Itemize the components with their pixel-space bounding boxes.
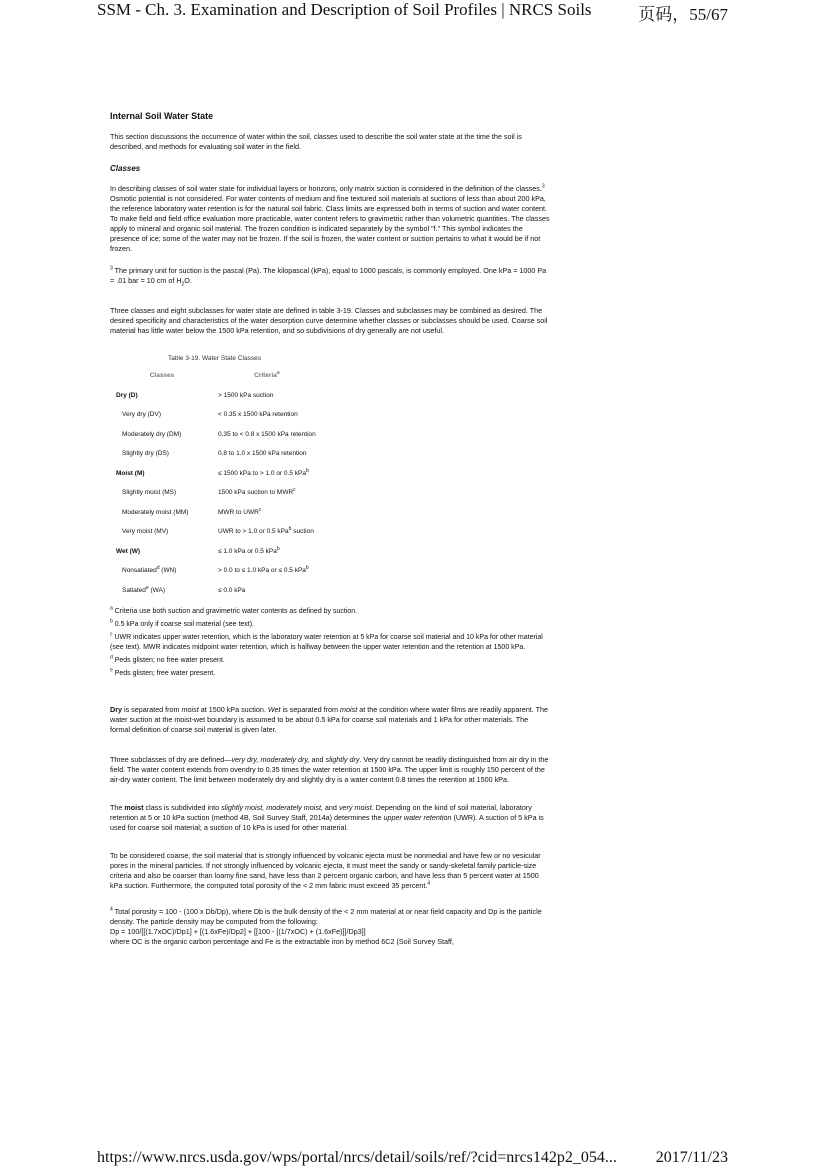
section-heading: Internal Soil Water State: [110, 111, 214, 121]
criteria-cell: 1500 kPa suction to MWR$^c$: [218, 487, 296, 497]
table-row: [110, 523, 320, 543]
table-footnote: $^b$ 0.5 kPa only if coarse soil material (see text).: [110, 618, 255, 628]
footnote-ref-4[interactable]: 4: [427, 880, 431, 887]
criteria-cell: < 0.35 x 1500 kPa retention: [218, 411, 298, 419]
document-body: [110, 110, 550, 959]
class-cell: Very dry (DV): [122, 411, 162, 419]
moist-paragraph: The moist class is subdivided into slightly moist, moderately moist, and very moist. Depending on the kind of soil material, laboratory retention at 5 or 10 kPa suction (method 4B, Soil Survey Staff, 2014a) determines the upper water retention (UWR). A suction of 5 kPa is used for coarse soil material; a suction of 10 kPa is used for other material.: [110, 802, 544, 832]
footnote-ref-3[interactable]: 3: [541, 183, 545, 190]
table-row: [110, 445, 320, 465]
class-cell: Moderately moist (MM): [122, 508, 189, 516]
class-cell: Satiated$^e$ (WA): [122, 584, 166, 594]
intro-paragraph: This section discussions the occurrence of water within the soil, classes used to describe the soil water state at the time the soil is described, and methods for evaluating soil water in the field.: [110, 132, 522, 151]
footnote-4: $^4$ Total porosity = 100 - (100 x Db/Dp), where Db is the bulk density of the < 2 mm material at or near field capacity and Dp is the particle density. The particle density may be computed from the following: Dp = 100/[[(1.7xOC)/Dp1] + [(1.6xFe)/Dp2] + [[100 - [(1/7xOC) + (1.6xFe)]]/Dp3]] where OC is the organic carbon percentage and Fe is the extractable iron by method 6C2 (Soil Survey Staff,: [110, 906, 542, 946]
table-intro-paragraph: Three classes and eight subclasses for water state are defined in table 3-19. Classes and subclasses may be combined as desired. The desired specificity and characteristics of the water desorption curve determine whether classes or subclasses should be used. Coarse soil material has little water below the 1500 kPa retention, and so subdivisions of dry generally are not useful.: [110, 306, 548, 335]
table-row: [110, 542, 320, 562]
class-cell: Slightly moist (MS): [122, 489, 177, 497]
criteria-cell: ≤ 0.0 kPa: [218, 586, 246, 594]
footnote-3: $^3$ The primary unit for suction is the pascal (Pa). The kilopascal (kPa), equal to 1000 pascals, is commonly employed. One kPa = 1000 Pa = .01 bar = 10 cm of $H_2O$.: [110, 265, 547, 288]
table-row: [110, 386, 320, 406]
table-row: [110, 484, 320, 504]
class-cell: Nonsatiated$^d$ (WN): [122, 565, 177, 575]
criteria-cell: > 0.0 to ≤ 1.0 kPa or ≤ 0.5 kPa$^b$: [218, 565, 309, 575]
class-cell: Slightly dry (DS): [122, 450, 169, 458]
table-footnote: $^c$ UWR indicates upper water retention, which is the laboratory water retention at 5 kPa for coarse soil material and 10 kPa for other material (see text). MWR indicates midpoint water retention, which is halfway between the upper water retention and the retention at 1500 kPa.: [110, 631, 543, 651]
table-row: [110, 406, 320, 426]
column-header-criteria: Criteria$^a$: [254, 369, 280, 379]
criteria-cell: > 1500 kPa suction: [218, 391, 274, 399]
page-number: 页码，55/67: [638, 5, 728, 24]
class-cell: Dry (D): [116, 391, 138, 399]
criteria-cell: ≤ 1500 kPa to > 1.0 or 0.5 kPa$^b$: [218, 467, 309, 477]
table-caption: Table 3-19. Water State Classes: [168, 355, 261, 362]
table-row: [110, 581, 320, 601]
classes-heading: Classes: [110, 164, 141, 173]
criteria-cell: 0.8 to 1.0 x 1500 kPa retention: [218, 450, 307, 458]
coarse-paragraph: To be considered coarse, the soil material that is strongly influenced by volcanic ejecta must be nonmedial and have few or no vesicular pores in the mineral particles. If not strongly influenced by volcanic ejecta, it must meet the sandy or sandy-skeletal family particle-size criteria and also be coarser than loamy fine sand, have less than 2 percent organic carbon, and have less than 5 percent water at 1500 kPa suction. Furthermore, the computed total porosity of the < 2 mm fabric must exceed 35 percent.$^4$: [110, 850, 541, 890]
table-row: [110, 425, 320, 445]
criteria-cell: UWR to > 1.0 or 0.5 kPa$^b$ suction: [218, 526, 314, 536]
criteria-cell: MWR to UWR$^c$: [218, 506, 262, 516]
page-url[interactable]: https://www.nrcs.usda.gov/wps/portal/nrcs/detail/soils/ref/?cid=nrcs142p2_054...: [97, 1149, 617, 1166]
criteria-cell: ≤ 1.0 kPa or 0.5 kPa$^b$: [218, 545, 280, 555]
table-row: [110, 464, 320, 484]
table-footnote: $^e$ Peds glisten; free water present.: [110, 667, 216, 677]
table-row: [110, 503, 320, 523]
page-date: 2017/11/23: [655, 1149, 728, 1166]
dry-paragraph: Dry is separated from moist at 1500 kPa suction. Wet is separated from moist at the condition where water films are readily apparent. The water suction at the moist-wet boundary is assumed to be about 0.5 kPa for coarse soil materials and 1 kPa for other materials. The formal definition of coarse soil material is given later.: [110, 704, 549, 734]
classes-paragraph: In describing classes of soil water state for individual layers or horizons, only matrix suction is considered in the definition of the classes.$^3$ Osmotic potential is not considered. For water contents of medium and fine textured soil materials at suctions of less than about 200 kPa, the reference laboratory water retention is for the natural soil fabric. Class limits are expressed both in terms of suction and water content. To make field and field office evaluation more practicable, water content refers to gravimetric rather than volumetric quantities. The classes apply to mineral and organic soil material. The frozen condition is indicated separately by the symbol "f." This symbol indicates the presence of ice; some of the water may not be frozen. If the soil is frozen, the water content or suction pertains to what it would be if not frozen.: [110, 183, 550, 253]
page-header-title: SSM - Ch. 3. Examination and Description of Soil Profiles | NRCS Soils: [97, 0, 592, 19]
table-row: [110, 562, 320, 582]
class-cell: Moist (M): [116, 469, 145, 477]
column-header-classes: Classes: [149, 372, 175, 379]
table-footnote: $^a$ Criteria use both suction and gravimetric water contents as defined by suction.: [110, 605, 358, 615]
dry-subclasses-paragraph: Three subclasses of dry are defined—very dry, moderately dry, and slightly dry. Very dry cannot be readily distinguished from air dry in the field. The water content extends from ovendry to 0.35 times the water retention at 1500 kPa. The upper limit is roughly 150 percent of the air-dry water content. The limit between moderately dry and slightly dry is a water content 0.8 times the retention at 1500 kPa.: [110, 754, 549, 784]
water-state-table: [110, 354, 550, 601]
table-footnote: $^d$ Peds glisten; no free water present.: [110, 654, 225, 664]
table-footnotes: [110, 607, 550, 679]
class-cell: Very moist (MV): [122, 528, 169, 536]
class-cell: Moderately dry (DM): [122, 430, 182, 438]
class-cell: Wet (W): [116, 547, 141, 555]
criteria-cell: 0.35 to < 0.8 x 1500 kPa retention: [218, 430, 316, 438]
